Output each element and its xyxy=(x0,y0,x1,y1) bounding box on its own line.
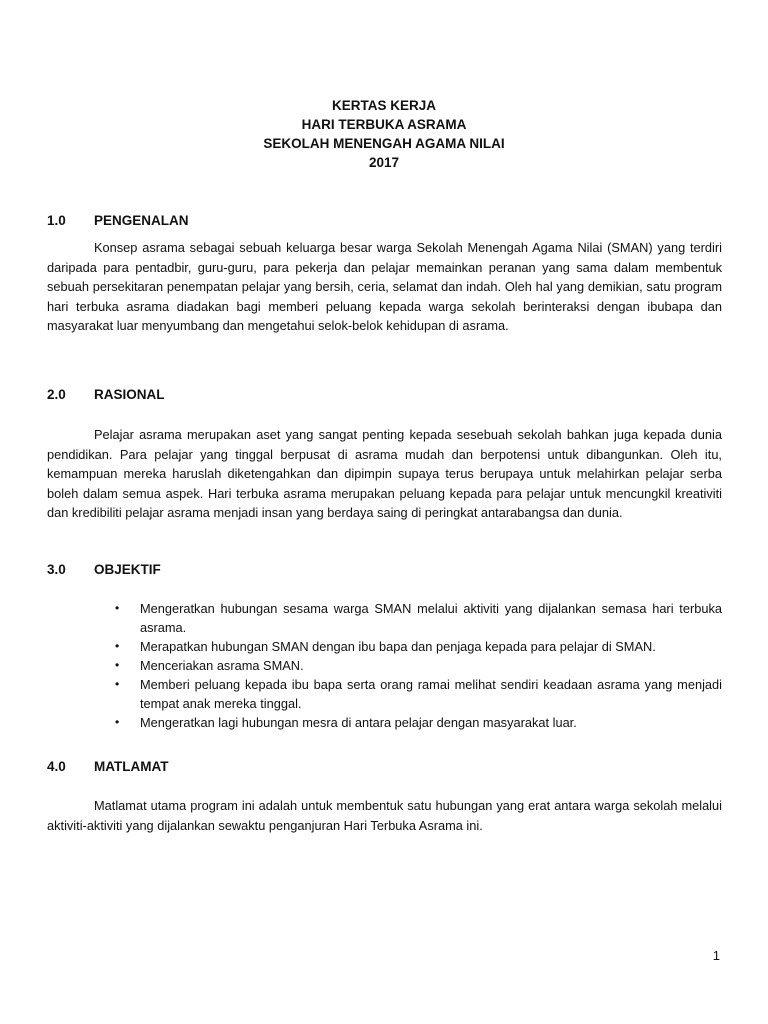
objective-list xyxy=(47,599,722,732)
section-number: 2.0 xyxy=(47,387,66,402)
section-title: OBJEKTIF xyxy=(94,562,161,577)
bullet-icon: • xyxy=(115,715,120,729)
section-title: PENGENALAN xyxy=(94,213,189,228)
title-line-2: HARI TERBUKA ASRAMA xyxy=(301,117,467,132)
bullet-icon: • xyxy=(115,658,120,672)
page-number: 1 xyxy=(712,948,720,963)
list-item xyxy=(47,675,722,713)
section-number: 3.0 xyxy=(47,562,66,577)
bullet-icon: • xyxy=(115,601,120,615)
title-line-4: 2017 xyxy=(368,155,400,170)
bullet-icon: • xyxy=(115,639,120,653)
list-item xyxy=(47,637,722,656)
section-number: 4.0 xyxy=(47,759,66,774)
list-item-text: Mengeratkan lagi hubungan mesra di antara pelajar dengan masyarakat luar. xyxy=(140,715,577,730)
title-line-1: KERTAS KERJA xyxy=(331,98,436,113)
section-body-matlamat: Matlamat utama program ini adalah untuk membentuk satu hubungan yang erat antara warga sekolah melalui aktiviti-aktiviti yang dijalankan sewaktu penganjuran Hari Terbuka Asrama ini. xyxy=(47,798,722,833)
section-title: MATLAMAT xyxy=(94,759,169,774)
list-item xyxy=(47,599,722,637)
title-line-3: SEKOLAH MENENGAH AGAMA NILAI xyxy=(263,136,505,151)
list-item xyxy=(47,713,722,732)
section-body-pengenalan: Konsep asrama sebagai sebuah keluarga besar warga Sekolah Menengah Agama Nilai (SMAN) yang terdiri daripada para pentadbir, guru-guru, para pekerja dan pelajar memainkan peranan yang sama dalam membentuk sebuah persekitaran penempatan pelajar yang bersih, ceria, selamat dan indah. Oleh hal yang demikian, satu program hari terbuka asrama diadakan bagi memberi peluang kepada warga sekolah berinteraksi dengan ibubapa dan masyarakat luar menyumbang dan mengetahui selok-belok kehidupan di asrama. xyxy=(47,240,722,333)
section-heading-matlamat xyxy=(47,758,168,776)
section-heading-rasional xyxy=(47,386,165,404)
bullet-icon: • xyxy=(115,677,120,691)
section-number: 1.0 xyxy=(47,213,66,228)
list-item-text: Merapatkan hubungan SMAN dengan ibu bapa dan penjaga kepada para pelajar di SMAN. xyxy=(140,639,656,654)
list-item xyxy=(47,656,722,675)
list-item-text: Memberi peluang kepada ibu bapa serta orang ramai melihat sendiri keadaan asrama yang menjadi tempat anak mereka tinggal. xyxy=(140,677,722,711)
section-heading-pengenalan xyxy=(47,212,189,230)
document-title xyxy=(0,96,768,172)
section-body-rasional: Pelajar asrama merupakan aset yang sangat penting kepada sesebuah sekolah bahkan juga kepada dunia pendidikan. Para pelajar yang tinggal berpusat di asrama mudah dan berpotensi untuk dibangunkan. Oleh itu, kemampuan mereka haruslah diketengahkan dan dipimpin supaya terus berupaya untuk melahirkan pelajar serba boleh dalam semua aspek. Hari terbuka asrama merupakan peluang kepada para pelajar untuk mencungkil kreativiti dan kredibiliti pelajar asrama menjadi insan yang berdaya saing di peringkat antarabangsa dan dunia. xyxy=(47,427,722,520)
list-item-text: Menceriakan asrama SMAN. xyxy=(140,658,304,673)
section-title: RASIONAL xyxy=(94,387,165,402)
section-heading-objektif xyxy=(47,561,161,579)
list-item-text: Mengeratkan hubungan sesama warga SMAN melalui aktiviti yang dijalankan semasa hari terbuka asrama. xyxy=(140,601,722,635)
